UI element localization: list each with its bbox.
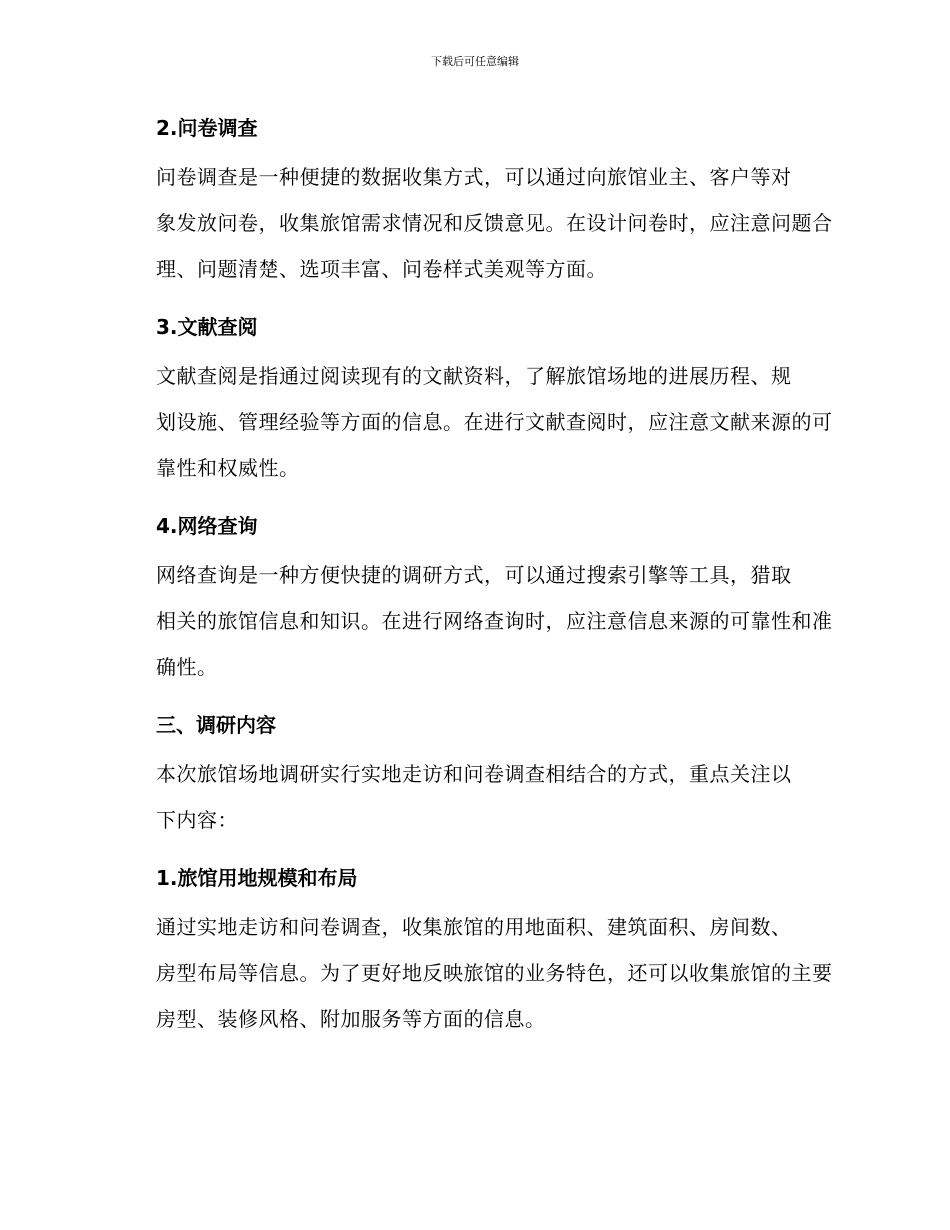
- section-paragraph-questionnaire: [113, 154, 835, 292]
- section-heading-land-scale: 1.旅馆用地规模和布局: [156, 866, 358, 890]
- paragraph-line: 相关的旅馆信息和知识。在进行网络查询时，应注意信息来源的可靠性和准: [156, 609, 833, 633]
- section-paragraph-land-scale: [113, 904, 835, 1042]
- paragraph-line: 象发放问卷，收集旅馆需求情况和反馈意见。在设计问卷时，应注意问题合: [156, 211, 833, 235]
- paragraph-line: 通过实地走访和问卷调查，收集旅馆的用地面积、建筑面积、房间数、: [156, 915, 792, 939]
- paragraph-line: 问卷调查是一种便捷的数据收集方式，可以通过向旅馆业主、客户等对: [156, 165, 792, 189]
- section-paragraph-research-content: [113, 751, 835, 843]
- page-header: 下载后可任意编辑: [431, 55, 519, 68]
- section-paragraph-web-search: [113, 552, 835, 690]
- paragraph-line: 网络查询是一种方便快捷的调研方式，可以通过搜索引擎等工具，猎取: [156, 563, 792, 587]
- paragraph-line: 文献查阅是指通过阅读现有的文献资料，了解旅馆场地的进展历程、规: [156, 364, 792, 388]
- paragraph-line: 确性。: [156, 655, 218, 679]
- paragraph-line: 房型布局等信息。为了更好地反映旅馆的业务特色，还可以收集旅馆的主要: [156, 961, 833, 985]
- section-heading-research-content: 三、调研内容: [156, 713, 276, 737]
- paragraph-line: 房型、装修风格、附加服务等方面的信息。: [156, 1007, 546, 1031]
- paragraph-line: 划设施、管理经验等方面的信息。在进行文献查阅时，应注意文献来源的可: [156, 410, 833, 434]
- paragraph-line: 下内容：: [156, 808, 238, 832]
- paragraph-line: 本次旅馆场地调研实行实地走访和问卷调查相结合的方式，重点关注以: [156, 762, 792, 786]
- section-paragraph-literature: [113, 353, 835, 491]
- paragraph-line: 理、问题清楚、选项丰富、问卷样式美观等方面。: [156, 257, 607, 281]
- section-heading-web-search: 4.网络查询: [156, 514, 258, 538]
- paragraph-line: 靠性和权威性。: [156, 456, 300, 480]
- section-heading-literature: 3.文献查阅: [156, 315, 258, 339]
- document-body: [113, 106, 835, 1042]
- section-heading-questionnaire: 2.问卷调查: [156, 116, 258, 140]
